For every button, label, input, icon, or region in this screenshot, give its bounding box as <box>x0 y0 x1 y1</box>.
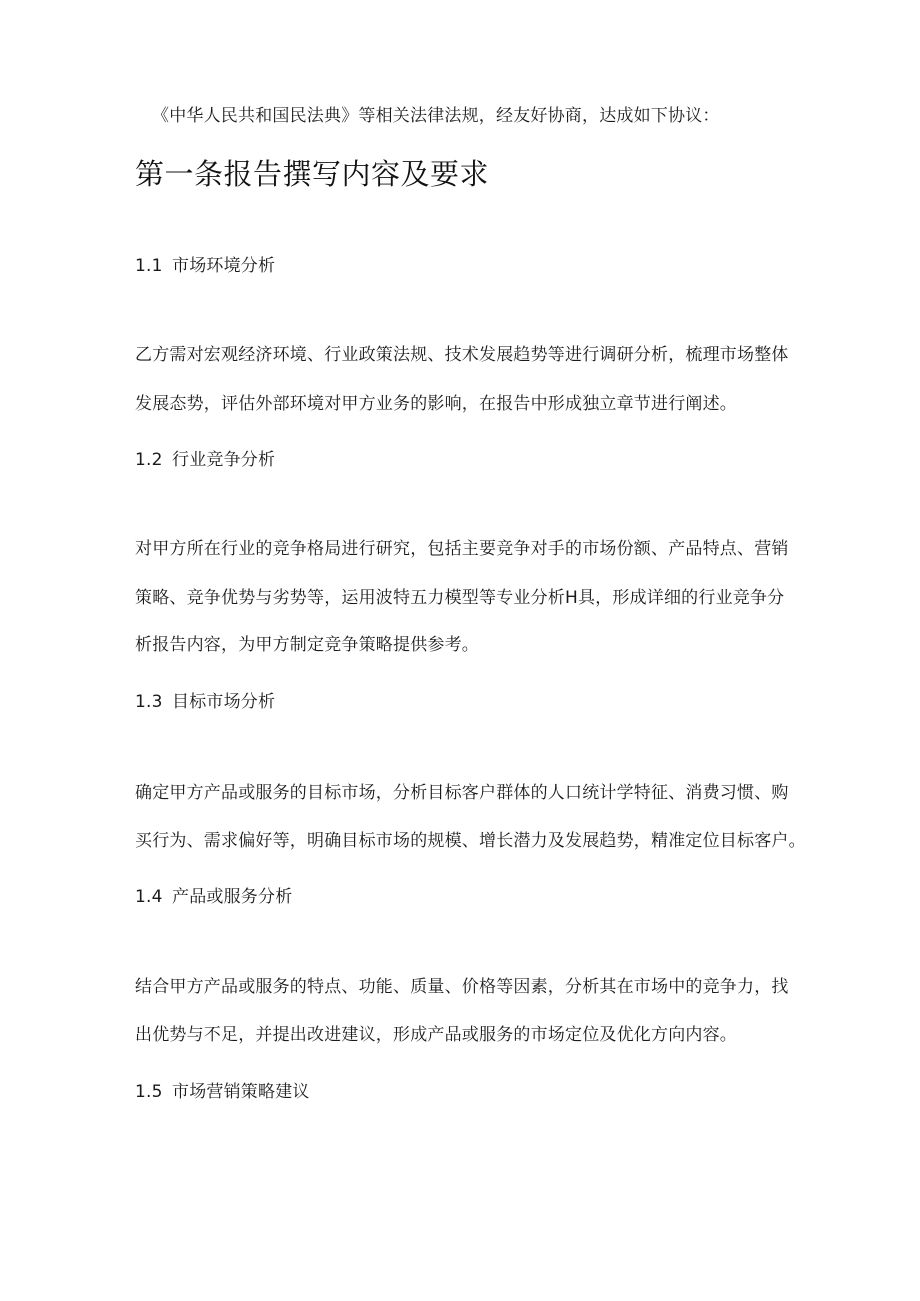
paragraph-line: 策略、竞争优势与劣势等，运用波特五力模型等专业分析H具，形成详细的行业竞争分 <box>135 588 785 608</box>
section-heading-1-4 <box>135 889 292 906</box>
paragraph-line: 发展态势，评估外部环境对甲方业务的影响，在报告中形成独立章节进行阐述。 <box>135 394 737 414</box>
section-title: 市场营销策略建议 <box>172 1082 310 1102</box>
section-heading-1-2 <box>135 452 275 469</box>
intro-paragraph: 《中华人民共和国民法典》等相关法律法规，经友好协商，达成如下协议： <box>152 106 720 126</box>
section-number: 1.3 <box>135 692 163 712</box>
paragraph-line: 对甲方所在行业的竞争格局进行研究，包括主要竞争对手的市场份额、产品特点、营销 <box>135 539 789 559</box>
section-number: 1.1 <box>135 256 163 276</box>
section-heading-1-3 <box>135 694 275 711</box>
section-number: 1.4 <box>135 887 163 907</box>
paragraph-line: 买行为、需求偏好等，明确目标市场的规模、增长潜力及发展趋势，精准定位目标客户。 <box>135 831 806 851</box>
paragraph-line: 出优势与不足，并提出改进建议，形成产品或服务的市场定位及优化方向内容。 <box>135 1025 737 1045</box>
paragraph-line: 乙方需对宏观经济环境、行业政策法规、技术发展趋势等进行调研分析，梳理市场整体 <box>135 345 789 365</box>
section-heading-1-5 <box>135 1084 310 1101</box>
paragraph-line: 析报告内容，为甲方制定竞争策略提供参考。 <box>135 635 479 655</box>
article-heading: 第一条报告撰写内容及要求 <box>135 157 490 191</box>
section-heading-1-1 <box>135 258 275 275</box>
section-title: 市场环境分析 <box>172 256 276 276</box>
paragraph-line: 确定甲方产品或服务的目标市场，分析目标客户群体的人口统计学特征、消费习惯、购 <box>135 783 789 803</box>
section-number: 1.2 <box>135 450 163 470</box>
section-title: 行业竞争分析 <box>172 450 276 470</box>
section-number: 1.5 <box>135 1082 163 1102</box>
paragraph-line: 结合甲方产品或服务的特点、功能、质量、价格等因素，分析其在市场中的竞争力，找 <box>135 977 789 997</box>
section-title: 目标市场分析 <box>172 692 276 712</box>
section-title: 产品或服务分析 <box>172 887 293 907</box>
